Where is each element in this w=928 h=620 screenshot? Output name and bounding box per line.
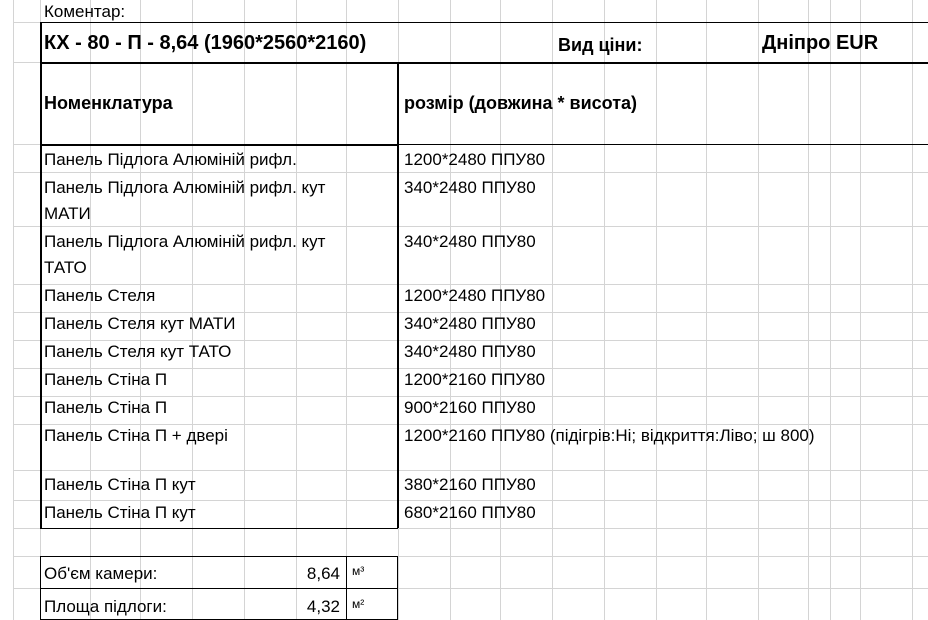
item-name-continued: МАТИ — [44, 204, 91, 223]
comment-label: Коментар: — [44, 2, 126, 21]
price-type-label: Вид ціни: — [558, 35, 643, 55]
summary-value: 8,64 — [306, 564, 340, 583]
grid-line — [656, 0, 657, 620]
grid-line — [758, 0, 759, 620]
summary-label: Об'єм камери: — [44, 564, 158, 583]
grid-line — [296, 0, 297, 620]
border-line — [397, 62, 399, 528]
item-name: Панель Підлога Алюміній рифл. кут — [44, 178, 326, 197]
grid-line — [13, 368, 928, 369]
border-line — [40, 528, 398, 529]
item-name: Панель Стіна П кут — [44, 503, 196, 522]
grid-line — [192, 0, 193, 620]
grid-line — [13, 500, 928, 501]
item-name: Панель Стіна П кут — [44, 475, 196, 494]
grid-line — [912, 0, 913, 620]
document-title: КХ - 80 - П - 8,64 (1960*2560*2160) — [44, 32, 367, 54]
item-name: Панель Підлога Алюміній рифл. — [44, 150, 297, 169]
item-name: Панель Підлога Алюміній рифл. кут — [44, 232, 326, 251]
grid-line — [808, 0, 809, 620]
column-header-nomenclature: Номенклатура — [44, 93, 173, 113]
item-size: 1200*2480 ППУ80 — [404, 150, 546, 169]
item-name: Панель Стіна П — [44, 370, 168, 389]
item-size: 1200*2160 ППУ80 — [404, 370, 546, 389]
item-size: 340*2480 ППУ80 — [404, 232, 536, 251]
grid-line — [244, 0, 245, 620]
summary-label: Площа підлоги: — [44, 597, 167, 616]
item-size: 680*2160 ППУ80 — [404, 503, 536, 522]
item-name-continued: ТАТО — [44, 258, 87, 277]
item-name: Панель Стіна П — [44, 398, 168, 417]
item-name: Панель Стеля кут ТАТО — [44, 342, 232, 361]
item-size: 380*2160 ППУ80 — [404, 475, 536, 494]
grid-line — [13, 340, 928, 341]
column-header-size: розмір (довжина * висота) — [404, 93, 638, 113]
border-line — [40, 144, 928, 145]
item-size: 1200*2480 ППУ80 — [404, 286, 546, 305]
grid-line — [13, 396, 928, 397]
item-name: Панель Стеля — [44, 286, 156, 305]
item-size: 340*2480 ППУ80 — [404, 178, 536, 197]
border-line — [40, 556, 398, 557]
grid-line — [346, 0, 347, 620]
summary-value: 4,32 — [306, 597, 340, 616]
item-name: Панель Стеля кут МАТИ — [44, 314, 236, 333]
item-size: 340*2480 ППУ80 — [404, 314, 536, 333]
grid-line — [13, 172, 928, 173]
grid-line — [13, 284, 928, 285]
grid-line — [13, 0, 14, 620]
item-name: Панель Стіна П + двері — [44, 426, 228, 445]
grid-line — [13, 312, 928, 313]
grid-line — [13, 226, 928, 227]
summary-unit: м³ — [352, 564, 365, 578]
border-line — [40, 588, 398, 589]
grid-line — [860, 0, 861, 620]
border-line — [397, 556, 398, 620]
border-line — [40, 22, 42, 528]
border-line — [40, 556, 41, 620]
border-line — [40, 62, 928, 64]
grid-line — [706, 0, 707, 620]
summary-unit: м² — [352, 597, 365, 611]
item-size: 340*2480 ППУ80 — [404, 342, 536, 361]
price-type-value: Дніпро EUR — [762, 32, 879, 54]
border-line — [346, 556, 347, 620]
item-size: 1200*2160 ППУ80 (підігрів:Ні; відкриття:Ліво; ш 800) — [404, 426, 815, 445]
grid-line — [830, 0, 831, 620]
grid-line — [13, 424, 928, 425]
border-line — [40, 22, 928, 23]
item-size: 900*2160 ППУ80 — [404, 398, 536, 417]
grid-line — [13, 470, 928, 471]
